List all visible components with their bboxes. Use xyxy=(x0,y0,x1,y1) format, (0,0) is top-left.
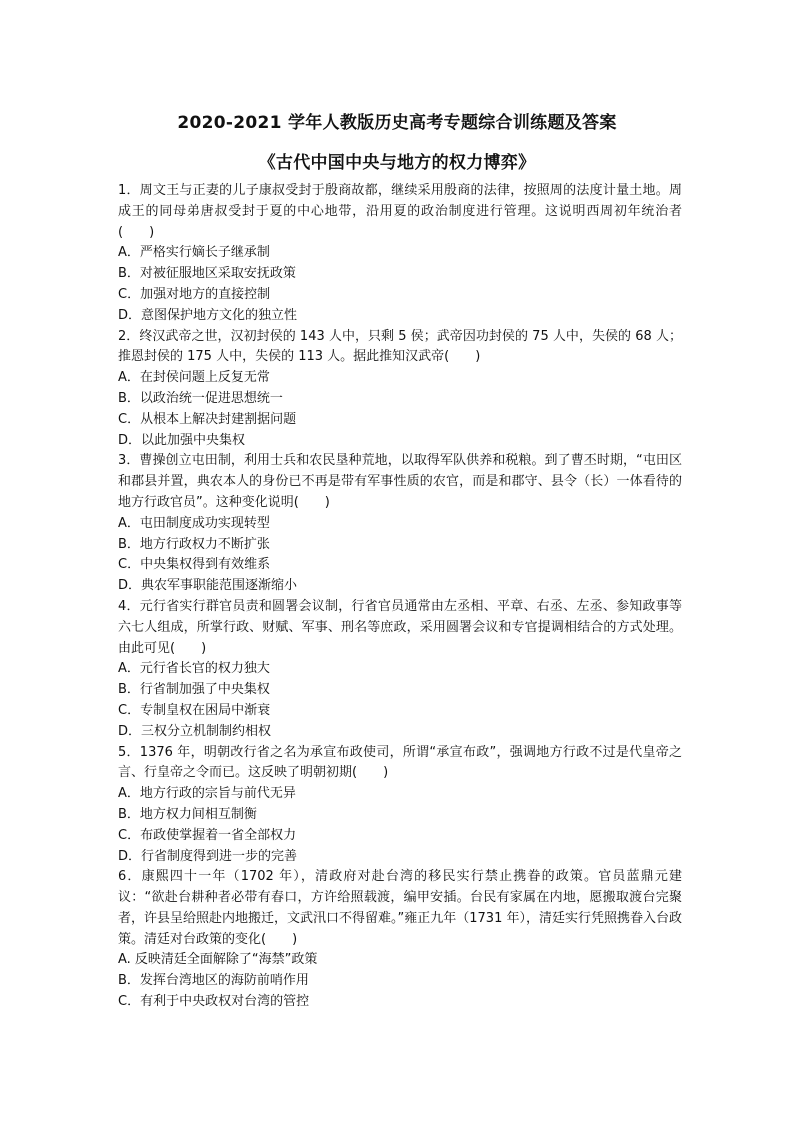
option-b: B．对被征服地区采取安抚政策 xyxy=(118,266,296,282)
question-stem: 5．1376 年，明朝改行省之名为承宣布政使司，所谓“承宣布政”，强调地方行政不过是代皇帝之言、行皇帝之令而已。这反映了明朝初期( ) xyxy=(118,744,682,781)
option-a: A．地方行政的宗旨与前代无异 xyxy=(118,786,296,802)
question-stem: 3．曹操创立屯田制，利用士兵和农民垦种荒地，以取得军队供养和税粮。到了曹丕时期，“屯田区和郡县并置，典农本人的身份已不再是带有军事性质的农官，而是和郡守、县令（长）一体看待的地方行政官员”。这种变化说明( ) xyxy=(118,453,682,510)
option-a: A．在封侯问题上反复无常 xyxy=(118,370,270,386)
question-stem: 2．终汉武帝之世，汉初封侯的 143 人中，只剩 5 侯；武帝因功封侯的 75 人中，失侯的 68 人；推恩封侯的 175 人中，失侯的 113 人。据此推知汉武帝( ) xyxy=(118,328,682,365)
option-b: B．地方行政权力不断扩张 xyxy=(118,536,270,552)
option-c: C．中央集权得到有效维系 xyxy=(118,557,271,573)
option-c: C．从根本上解决封建割据问题 xyxy=(118,411,297,427)
question-stem: 6．康熙四十一年（1702 年），清政府对赴台湾的移民实行禁止携眷的政策。官员蓝鼎元建议：“欲赴台耕种者必带有春口，方许给照载渡，编甲安插。台民有家属在内地，愿搬取渡台完聚者，许县呈给照赴内地搬迁，文武汛口不得留难。”雍正九年（1731 年），清廷实行凭照携眷入台政策。清廷对台政策的变化( ) xyxy=(118,869,682,947)
option-c: C．有利于中央政权对台湾的管控 xyxy=(118,994,310,1010)
option-a: A．严格实行嫡长子继承制 xyxy=(118,245,270,261)
document-title: 2020-2021 学年人教版历史高考专题综合训练题及答案 xyxy=(177,113,617,133)
option-c: C．加强对地方的直接控制 xyxy=(118,286,271,302)
option-c: C．布政使掌握着一省全部权力 xyxy=(118,827,297,843)
option-a: A．屯田制度成功实现转型 xyxy=(118,515,270,531)
option-c: C．专制皇权在困局中渐衰 xyxy=(118,702,271,718)
question-5 xyxy=(118,743,682,868)
option-d: D．行省制度得到进一步的完善 xyxy=(118,848,298,864)
question-stem: 4．元行省实行群官员责和圆署会议制，行省官员通常由左丞相、平章、右丞、左丞、参知政事等六七人组成，所掌行政、财赋、军事、刑名等庶政，采用圆署会议和专官提调相结合的方式处理。由此可见( ) xyxy=(118,598,682,656)
option-d: D．意图保护地方文化的独立性 xyxy=(118,307,298,323)
question-2 xyxy=(118,327,682,452)
question-3 xyxy=(118,451,682,597)
option-b: B．行省制加强了中央集权 xyxy=(118,682,270,698)
question-stem: 1．周文王与正妻的儿子康叔受封于殷商故都，继续采用殷商的法律，按照周的法度计量土地。周成王的同母弟唐叔受封于夏的中心地带，沿用夏的政治制度进行管理。这说明西周初年统治者( ) xyxy=(118,183,682,240)
question-4 xyxy=(118,597,682,743)
option-d: D．三权分立机制制约相权 xyxy=(118,723,272,739)
option-b: B．发挥台湾地区的海防前哨作用 xyxy=(118,973,309,989)
question-1 xyxy=(118,181,682,327)
option-a: A．元行省长官的权力独大 xyxy=(118,661,270,677)
option-d: D．典农军事职能范围逐渐缩小 xyxy=(118,578,298,594)
question-list xyxy=(118,181,682,1013)
option-a: A. 反映清廷全面解除了“海禁”政策 xyxy=(118,952,318,968)
question-6 xyxy=(118,867,682,1013)
option-b: B．以政治统一促进思想统一 xyxy=(118,390,283,406)
document-subtitle: 《古代中国中央与地方的权力博弈》 xyxy=(258,153,536,173)
option-b: B．地方权力间相互制衡 xyxy=(118,806,257,822)
option-d: D．以此加强中央集权 xyxy=(118,432,246,448)
